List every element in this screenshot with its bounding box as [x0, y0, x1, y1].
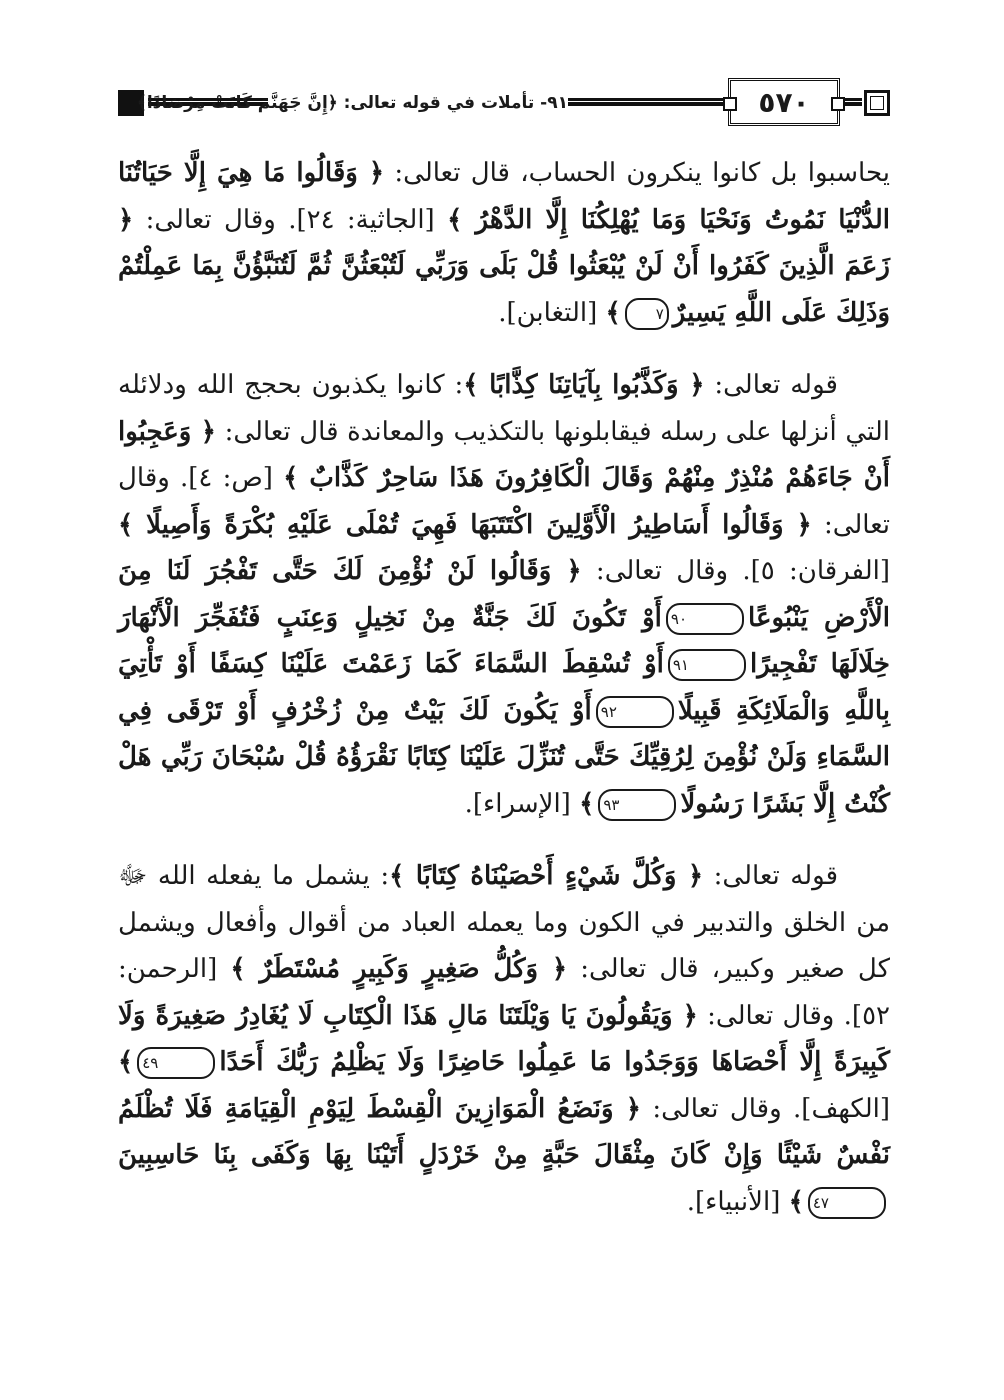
quran-verse: ﴿ وَيَقُولُونَ يَا وَيْلَتَنَا مَالِ هَذَا الْكِتَابِ لَا يُغَادِرُ صَغِيرَةً وَلَا كَبِيرَةً إِلَّا أَحْصَاهَا وَوَجَدُوا مَا عَمِلُوا حَاضِرًا وَلَا يَظْلِمُ رَبُّكَ أَحَدًا: [118, 1000, 890, 1077]
verse-number-marker: ٤٩: [137, 1047, 215, 1079]
page-number: ٥٧٠: [758, 85, 810, 119]
quran-verse: ﴾: [788, 1186, 804, 1217]
body-text: [الجاثية: ٢٤]. وقال تعالى:: [133, 204, 448, 235]
quran-verse: ﴿ وَكَذَّبُوا بِآيَاتِنَا كِذَّابًا ﴾: [463, 370, 705, 400]
verse-number-marker: ٧: [625, 298, 669, 330]
running-title: [136, 86, 568, 120]
body-text: [الكهف]. وقال تعالى:: [640, 1093, 890, 1124]
body-text: [الأنبياء].: [686, 1186, 789, 1217]
body-text: قوله تعالى:: [704, 370, 838, 400]
paragraph: [118, 853, 890, 1225]
quran-verse: ﴿ وَعَجِبُوا أَنْ جَاءَهُمْ مُنْذِرٌ مِنْهُمْ وَقَالَ الْكَافِرُونَ هَذَا سَاحِرٌ كَذَّابٌ ﴾: [118, 416, 890, 493]
quran-verse: ﴿ وَكُلُّ صَغِيرٍ وَكَبِيرٍ مُسْتَطَرٌ ﴾: [230, 954, 568, 984]
running-title-text: ٩١- تأملات في قوله تعالى:: [343, 93, 568, 113]
quran-verse: ﴿ وَنَضَعُ الْمَوَازِينَ الْقِسْطَ لِيَوْمِ الْقِيَامَةِ فَلَا تُظْلَمُ نَفْسٌ شَيْئًا وَإِنْ كَانَ مِثْقَالَ حَبَّةٍ مِنْ خَرْدَلٍ أَتَيْنَا بِهَا وَكَفَى بِنَا حَاسِبِينَ: [118, 1093, 890, 1170]
quran-verse: ﴾: [579, 788, 595, 819]
quran-verse: ﴿ وَقَالُوا لَنْ نُؤْمِنَ لَكَ حَتَّى تَفْجُرَ لَنَا مِنَ الْأَرْضِ يَنْبُوعًا: [118, 556, 891, 633]
paragraph: [118, 150, 890, 336]
quran-verse: أَوْ يَكُونَ لَكَ بَيْتٌ مِنْ زُخْرُفٍ أَوْ تَرْقَى فِي السَّمَاءِ وَلَنْ نُؤْمِنَ لِرُقِيِّكَ حَتَّى تُنَزِّلَ عَلَيْنَا كِتَابًا نَقْرَؤُهُ قُلْ سُبْحَانَ رَبِّي هَلْ كُنْتُ إِلَّا بَشَرًا رَسُولًا: [118, 695, 890, 819]
quran-verse: أَوْ تَكُونَ لَكَ جَنَّةٌ مِنْ نَخِيلٍ وَعِنَبٍ فَتُفَجِّرَ الْأَنْهَارَ خِلَالَهَا تَفْجِيرًا: [118, 602, 890, 679]
body-text: [الفرقان: ٥]. وقال تعالى:: [581, 556, 890, 586]
body-text: [الإسراء].: [464, 788, 580, 819]
page-header: [118, 78, 890, 130]
verse-number-marker: ٩٠: [666, 603, 744, 635]
quran-verse: ﴿ زَعَمَ الَّذِينَ كَفَرُوا أَنْ لَنْ يُبْعَثُوا قُلْ بَلَى وَرَبِّي لَتُبْعَثُنَّ ثُمَّ لَتُنَبَّؤُنَّ بِمَا عَمِلْتُمْ وَذَلِكَ عَلَى اللَّهِ يَسِيرٌ: [118, 204, 890, 328]
quran-verse: ﴾: [118, 1047, 134, 1077]
quran-verse: ﴿ وَقَالُوا مَا هِيَ إِلَّا حَيَاتُنَا الدُّنْيَا نَمُوتُ وَنَحْيَا وَمَا يُهْلِكُنَا إِلَّا الدَّهْرُ ﴾: [118, 158, 890, 235]
header-ornament-right: [864, 90, 890, 116]
verse-number-marker: ٩٢: [596, 696, 674, 728]
body-text: : كانوا يكذبون بحجج الله ودلائله التي أنزلها على رسله فيقابلونها بالتكذيب والمعاندة قال تعالى:: [118, 370, 890, 447]
verse-number-marker: ٩١: [668, 649, 746, 681]
verse-number-marker: ٤٧: [808, 1187, 886, 1219]
running-title-verse: ﴿إِنَّ جَهَنَّمَ كَانَتْ مِرْصَادًا﴾: [136, 93, 338, 113]
quran-verse: أَوْ تُسْقِطَ السَّمَاءَ كَمَا زَعَمْتَ عَلَيْنَا كِسَفًا أَوْ تَأْتِيَ بِاللَّهِ وَالْمَلَائِكَةِ قَبِيلًا: [118, 649, 890, 726]
body-text: [التغابن].: [498, 297, 606, 328]
body-text: [الرحمن: ٥٢]. وقال تعالى:: [118, 954, 890, 1031]
body-text: يحاسبوا بل كانوا ينكرون الحساب، قال تعالى:: [384, 158, 890, 188]
verse-number-marker: ٩٣: [598, 789, 676, 821]
body-text: : يشمل ما يفعله الله ﷻ من الخلق والتدبير في الكون وما يعمله العباد من أقوال وأفعال ويشمل كل صغير وكبير، قال تعالى:: [118, 861, 890, 984]
quran-verse: ﴿ وَقَالُوا أَسَاطِيرُ الْأَوَّلِينَ اكْتَتَبَهَا فَهِيَ تُمْلَى عَلَيْهِ بُكْرَةً وَأَصِيلًا ﴾: [118, 509, 812, 540]
page-body: [118, 150, 890, 1251]
paragraph: [118, 362, 890, 827]
quran-verse: ﴿ وَكُلَّ شَيْءٍ أَحْصَيْنَاهُ كِتَابًا ﴾: [389, 861, 704, 891]
body-text: قوله تعالى:: [703, 861, 839, 891]
quran-verse: ﴾: [605, 297, 621, 328]
page-number-frame: [728, 78, 840, 126]
body-text: [ص: ٤]. وقال تعالى:: [118, 463, 890, 540]
